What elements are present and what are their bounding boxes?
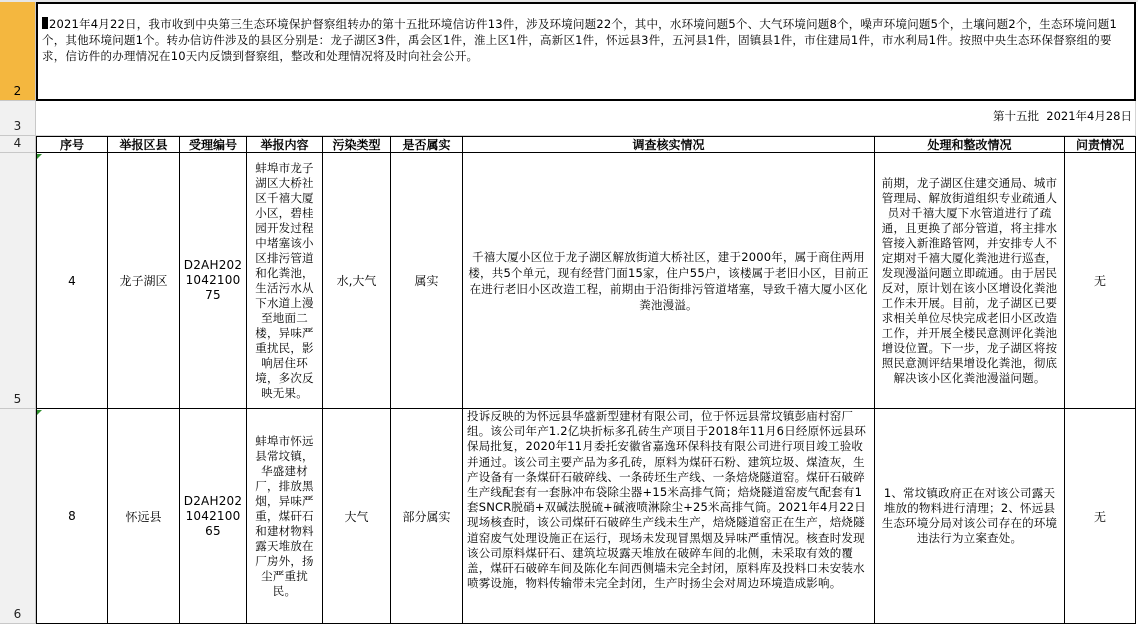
cell-code[interactable]: D2AH202104210065: [180, 409, 247, 624]
cell-accountability[interactable]: 无: [1065, 409, 1136, 624]
row-header-3[interactable]: 3: [0, 101, 36, 136]
cell-content[interactable]: 蚌埠市怀远县常坟镇，华盛建材厂，排放黑烟，异味严重，煤矸石和建材物料露天堆放在厂房外，扬尘严重扰民。: [247, 409, 323, 624]
cell-pollution[interactable]: 水,大气: [323, 153, 391, 409]
cell-investigation[interactable]: 千禧大厦小区位于龙子湖区解放街道大桥社区，建于2000年，属于商住两用楼，共5个单元，现有经营门面15家，住户55户，该楼属于老旧小区，目前正在进行老旧小区改造工程，前期由于沿街排污管道堵塞，导致千禧大厦小区化粪池漫溢。: [463, 153, 875, 409]
cell-district[interactable]: 怀远县: [108, 409, 180, 624]
cell-seq[interactable]: 8: [36, 409, 108, 624]
cell-handling[interactable]: 1、常坟镇政府正在对该公司露天堆放的物料进行清理；2、怀远县生态环境分局对该公司存在的环境违法行为立案查处。: [875, 409, 1065, 624]
row-header-5[interactable]: 5: [0, 153, 36, 409]
cell-code[interactable]: D2AH202104210075: [180, 153, 247, 409]
row-header-4[interactable]: 4: [0, 136, 36, 153]
intro-text: 2021年4月22日，我市收到中央第三生态环境保护督察组转办的第十五批环境信访件13件，涉及环境问题22个，其中，水环境问题5个、大气环境问题8个，噪声环境问题5个，土壤问题2个，生态环境问题1个，其他环境问题1个。转办信访件涉及的县区分别是：龙子湖区3件，禹会区1件，淮上区1件，高新区1件，怀远县3件，五河县1件，固镇县1件，市住建局1件，市水利局1件。按照中央生态环保督察组的要求，信访件的办理情况在10天内反馈到督察组，整改和处理情况将及时向社会公开。: [42, 17, 1117, 63]
header-district[interactable]: 举报区县: [108, 136, 180, 153]
cell-accountability[interactable]: 无: [1065, 153, 1136, 409]
row-header-6[interactable]: 6: [0, 409, 36, 624]
cell-verified[interactable]: 部分属实: [391, 409, 463, 624]
cell-pollution[interactable]: 大气: [323, 409, 391, 624]
batch-label: 第十五批 2021年4月28日: [992, 109, 1132, 123]
cell-cursor-marker: [42, 17, 48, 29]
header-accountability[interactable]: 问责情况: [1065, 136, 1136, 153]
intro-cell[interactable]: [36, 2, 1136, 101]
row-header-2[interactable]: 2: [0, 2, 36, 101]
header-code[interactable]: 受理编号: [180, 136, 247, 153]
cell-verified[interactable]: 属实: [391, 153, 463, 409]
cell-investigation[interactable]: 投诉反映的为怀远县华盛新型建材有限公司，位于怀远县常坟镇彭庙村窑厂组。该公司年产1.2亿块折标多孔砖生产项目于2018年11月6日经原怀远县环保局批复，2020年11月委托安徽省嘉逸环保科技有限公司进行项目竣工验收并通过。该公司主要产品为多孔砖，原料为煤矸石粉、建筑垃圾、煤渣灰，生产设备有一条煤矸石破碎线、一条砖坯生产线、一条焙烧隧道窑。煤矸石破碎生产线配套有一套脉冲布袋除尘器+15米高排气筒；焙烧隧道窑废气配套有1套SNCR脱硝+双碱法脱硫+碱液喷淋除尘+25米高排气筒。2021年4月22日现场核查时，该公司煤矸石破碎生产线未生产，焙烧隧道窑正在生产，焙烧隧道窑废气处理设施正在运行，现场未发现冒黑烟及异味严重情况。核查时发现该公司原料煤矸石、建筑垃圾露天堆放在破碎车间的北侧，未采取有效的覆盖，煤矸石破碎车间及陈化车间西侧墙未完全封闭，原料库及投料口未安装水喷雾设施，物料传输带未完全封闭，生产时扬尘会对周边环境造成影响。: [463, 409, 875, 624]
header-handling[interactable]: 处理和整改情况: [875, 136, 1065, 153]
cell-seq[interactable]: 4: [36, 153, 108, 409]
cell-handling[interactable]: 前期，龙子湖区住建交通局、城市管理局、解放街道组织专业疏通人员对千禧大厦下水管道进行了疏通，且更换了部分管道，将主排水管接入新淮路管网，并安排专人不定期对千禧大厦化粪池进行巡查，发现漫溢问题立即疏通。由于居民反对，原计划在该小区增设化粪池工作未开展。目前，龙子湖区已要求相关单位尽快完成老旧小区改造工作，并开展全楼民意测评化粪池增设位置。下一步，龙子湖区将按照民意测评结果增设化粪池，彻底解决该小区化粪池漫溢问题。: [875, 153, 1065, 409]
cell-district[interactable]: 龙子湖区: [108, 153, 180, 409]
header-verified[interactable]: 是否属实: [391, 136, 463, 153]
header-pollution[interactable]: 污染类型: [323, 136, 391, 153]
cell-content[interactable]: 蚌埠市龙子湖区大桥社区千禧大厦小区，碧桂园开发过程中堵塞该小区排污管道和化粪池，生活污水从下水道上漫至地面二楼，异味严重扰民，影响居住环境，多次反映无果。: [247, 153, 323, 409]
header-seq[interactable]: 序号: [36, 136, 108, 153]
header-investigation[interactable]: 调查核实情况: [463, 136, 875, 153]
header-content[interactable]: 举报内容: [247, 136, 323, 153]
